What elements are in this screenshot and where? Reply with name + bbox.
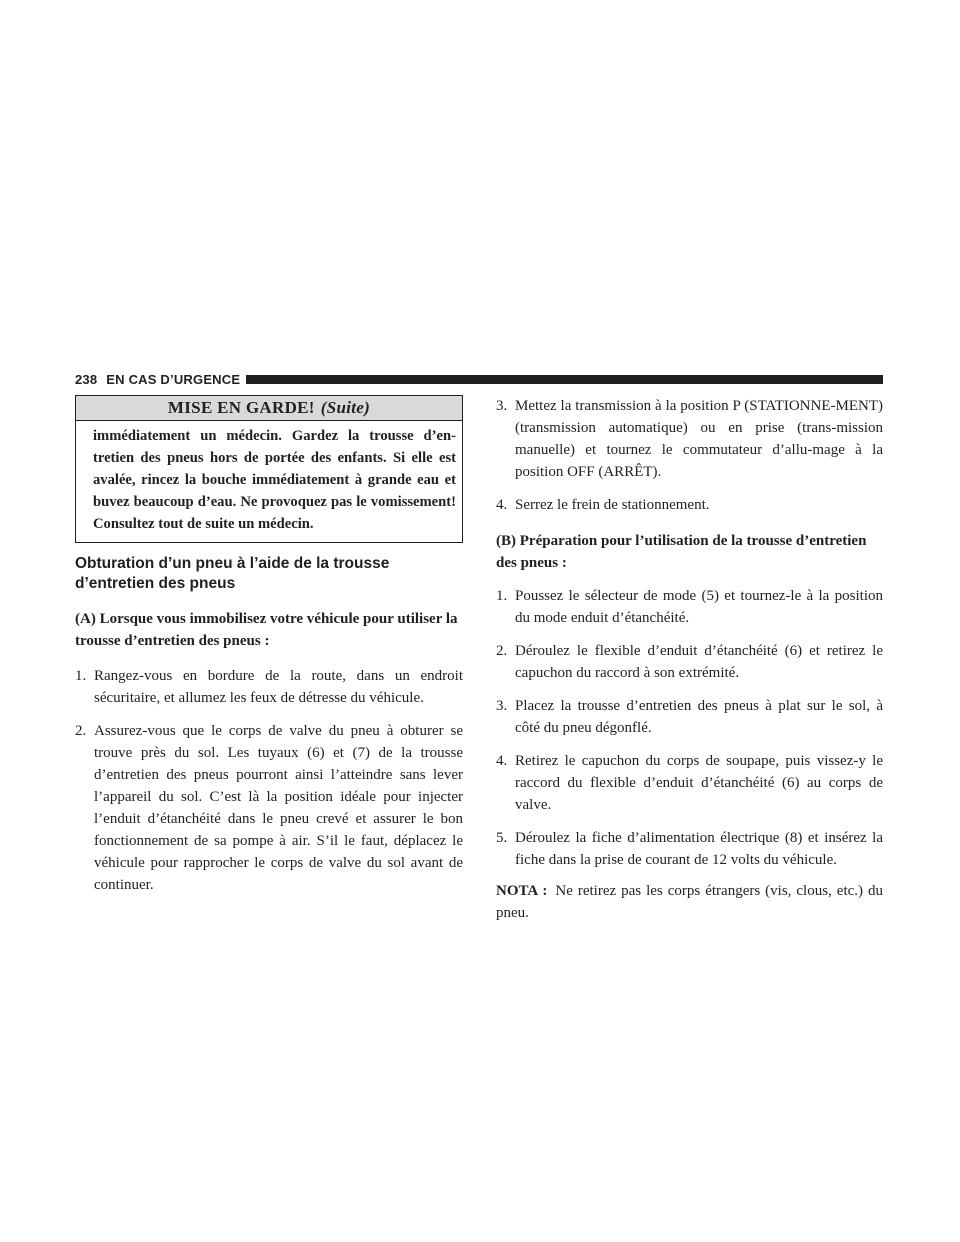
section-title: EN CAS D’URGENCE [106, 371, 241, 387]
page-header [75, 370, 883, 388]
list-item [496, 640, 883, 684]
warning-continued: (Suite) [320, 398, 371, 417]
procedure-b-heading: (B) Préparation pour l’utilisation de la trousse d’entretien des pneus : [496, 533, 867, 571]
step-number: 3. [496, 698, 508, 714]
list-item [75, 720, 463, 896]
step-number: 2. [496, 643, 508, 659]
step-text: Déroulez la fiche d’alimentation électrique (8) et insérez la fiche dans la prise de courant de 12 volts du véhicule. [515, 830, 883, 868]
header-rule [246, 375, 883, 384]
step-text: Déroulez le flexible d’enduit d’étanchéité (6) et retirez le capuchon du raccord à son extrémité. [515, 643, 883, 681]
warning-title [76, 396, 462, 421]
warning-box [75, 395, 463, 543]
note [496, 880, 883, 924]
step-number: 1. [496, 588, 508, 604]
list-item [496, 585, 883, 629]
list-item [496, 695, 883, 739]
list-item [75, 665, 463, 709]
step-text: Rangez-vous en bordure de la route, dans un endroit sécuritaire, et allumez les feux de détresse du véhicule. [94, 668, 463, 706]
step-number: 5. [496, 830, 508, 846]
page-number: 238 [75, 371, 98, 387]
note-label: NOTA : [496, 883, 548, 899]
step-text: Serrez le frein de stationnement. [515, 497, 710, 513]
step-number: 4. [496, 753, 508, 769]
right-column [496, 395, 883, 939]
procedure-a-heading: (A) Lorsque vous immobilisez votre véhicule pour utiliser la trousse d’entretien des pneus : [75, 611, 458, 649]
step-number: 3. [496, 398, 508, 414]
left-column [75, 395, 463, 896]
step-text: Poussez le sélecteur de mode (5) et tournez-le à la position du mode enduit d’étanchéité. [515, 588, 883, 626]
note-text: Ne retirez pas les corps étrangers (vis, clous, etc.) du pneu. [496, 883, 883, 921]
step-text: Mettez la transmission à la position P (STATIONNE-MENT) (transmission automatique) ou en prise (trans-mission manuelle) et tournez le commutateur d’allu-mage à la position OFF (ARRÊT). [515, 398, 883, 480]
list-item [496, 494, 883, 516]
step-text: Placez la trousse d’entretien des pneus à plat sur le sol, à côté du pneu dégonflé. [515, 698, 883, 736]
warning-body: immédiatement un médecin. Gardez la trousse d’en-tretien des pneus hors de portée des enfants. Si elle est avalée, rincez la bouche immédiatement à grande eau et buvez beaucoup d’eau. Ne provoquez pas le vomissement! Consultez tout de suite un médecin. [93, 428, 456, 532]
step-text: Retirez le capuchon du corps de soupape, puis vissez-y le raccord du flexible d’enduit d’étanchéité (6) au corps de valve. [515, 753, 883, 813]
step-text: Assurez-vous que le corps de valve du pneu à obturer se trouve près du sol. Les tuyaux (6) et (7) de la trousse d’entretien des pneus pourront ainsi l’atteindre sans lever l’appareil du sol. C’est là la position idéale pour injecter l’enduit d’étanchéité dans le pneu crevé et assurer le bon fonctionnement de sa pompe à air. S’il le faut, déplacez le véhicule pour rapprocher le corps de valve du sol avant de continuer. [94, 723, 463, 893]
list-item [496, 827, 883, 871]
warning-title-text: MISE EN GARDE! [167, 398, 315, 417]
step-number: 1. [75, 668, 87, 684]
list-item [496, 395, 883, 483]
list-item [496, 750, 883, 816]
step-number: 4. [496, 497, 508, 513]
step-number: 2. [75, 723, 87, 739]
section-heading: Obturation d’un pneu à l’aide de la trousse d’entretien des pneus [75, 555, 390, 592]
